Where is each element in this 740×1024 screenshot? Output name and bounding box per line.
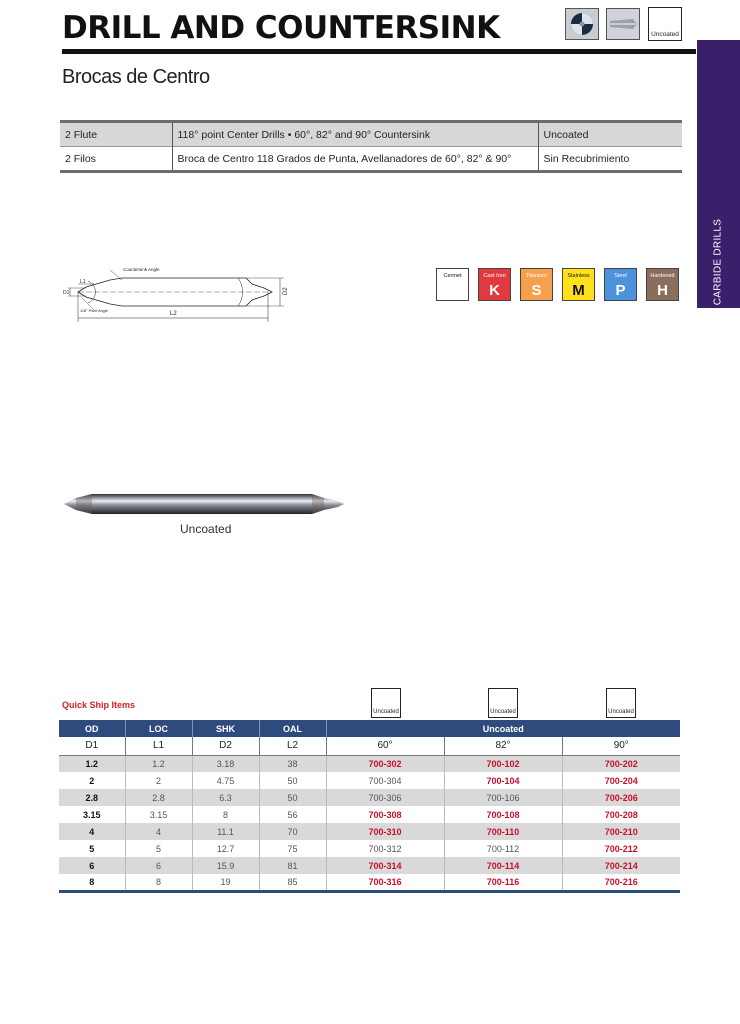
description-row <box>60 122 682 147</box>
edp-90-cell: 700-214 <box>562 857 680 874</box>
table-row <box>59 857 680 874</box>
oal-cell: 50 <box>259 772 326 789</box>
edp-60-cell: 700-304 <box>326 772 444 789</box>
subheader-90: 90° <box>562 737 680 755</box>
material-name: Titanium <box>526 273 547 279</box>
l2-label: L2 <box>170 311 177 317</box>
loc-cell: 4 <box>125 823 192 840</box>
oal-cell: 75 <box>259 840 326 857</box>
material-cast-iron <box>478 268 511 301</box>
subheader-l2: L2 <box>259 737 326 755</box>
material-steel <box>604 268 637 301</box>
material-titanium <box>520 268 553 301</box>
material-letter: K <box>489 281 500 299</box>
shk-cell: 12.7 <box>192 840 259 857</box>
tool-profile-icon <box>606 8 640 40</box>
countersink-angle-label: Countersink Angle <box>123 267 160 272</box>
edp-60-cell: 700-302 <box>326 755 444 772</box>
material-letter: S <box>531 281 542 299</box>
material-name: Hardened <box>650 273 675 279</box>
table-header-row <box>59 720 680 737</box>
material-name: Cermet <box>443 273 462 279</box>
coating-box: Uncoated <box>488 688 518 718</box>
edp-90-cell: 700-206 <box>562 789 680 806</box>
subheader-l1: L1 <box>125 737 192 755</box>
edp-82-cell: 700-110 <box>444 823 562 840</box>
desc-cell: 2 Filos <box>60 147 172 172</box>
edp-90-cell: 700-210 <box>562 823 680 840</box>
table-row <box>59 806 680 823</box>
subheader-82: 82° <box>444 737 562 755</box>
material-hardened <box>646 268 679 301</box>
edp-82-cell: 700-112 <box>444 840 562 857</box>
table-row <box>59 755 680 772</box>
od-cell: 8 <box>59 874 125 891</box>
loc-cell: 6 <box>125 857 192 874</box>
desc-cell: Uncoated <box>538 122 682 147</box>
edp-60-cell: 700-308 <box>326 806 444 823</box>
l1-label: L1 <box>80 279 86 285</box>
table-row <box>59 874 680 891</box>
edp-82-cell: 700-108 <box>444 806 562 823</box>
side-tab-label: CARBIDE DRILLS <box>712 218 724 306</box>
shk-cell: 11.1 <box>192 823 259 840</box>
oal-cell: 81 <box>259 857 326 874</box>
od-cell: 3.15 <box>59 806 125 823</box>
od-cell: 4 <box>59 823 125 840</box>
desc-cell: Sin Recubrimiento <box>538 147 682 172</box>
material-letter: H <box>657 281 668 299</box>
page-title: DRILL AND COUNTERSINK <box>62 10 500 46</box>
description-row <box>60 147 682 172</box>
table-row <box>59 789 680 806</box>
loc-cell: 2 <box>125 772 192 789</box>
edp-90-cell: 700-202 <box>562 755 680 772</box>
oal-cell: 85 <box>259 874 326 891</box>
point-angle-label: 118° Point Angle <box>80 309 108 313</box>
material-letter: M <box>572 281 585 299</box>
material-name: Stainless <box>567 273 590 279</box>
shk-cell: 3.18 <box>192 755 259 772</box>
header-oal: OAL <box>259 720 326 737</box>
oal-cell: 50 <box>259 789 326 806</box>
d2-label: D2 <box>283 287 289 295</box>
edp-82-cell: 700-102 <box>444 755 562 772</box>
header-coating: Uncoated <box>326 720 680 737</box>
od-cell: 1.2 <box>59 755 125 772</box>
edp-82-cell: 700-106 <box>444 789 562 806</box>
od-cell: 6 <box>59 857 125 874</box>
table-row <box>59 840 680 857</box>
coating-box: Uncoated <box>606 688 636 718</box>
shk-cell: 4.75 <box>192 772 259 789</box>
shk-cell: 19 <box>192 874 259 891</box>
coating-icon: Uncoated <box>648 7 682 41</box>
photo-caption: Uncoated <box>180 522 232 536</box>
table-row <box>59 823 680 840</box>
header-od: OD <box>59 720 125 737</box>
oal-cell: 70 <box>259 823 326 840</box>
table-row <box>59 772 680 789</box>
od-cell: 2 <box>59 772 125 789</box>
shk-cell: 15.9 <box>192 857 259 874</box>
header-loc: LOC <box>125 720 192 737</box>
oal-cell: 38 <box>259 755 326 772</box>
description-table <box>60 120 682 173</box>
material-name: Steel <box>614 273 627 279</box>
subheader-d1: D1 <box>59 737 125 755</box>
edp-90-cell: 700-208 <box>562 806 680 823</box>
material-cermet <box>436 268 469 301</box>
subheader-d2: D2 <box>192 737 259 755</box>
tool-photo <box>62 490 347 520</box>
desc-cell: Broca de Centro 118 Grados de Punta, Avellanadores de 60°, 82° & 90° <box>172 147 538 172</box>
edp-60-cell: 700-312 <box>326 840 444 857</box>
shk-cell: 8 <box>192 806 259 823</box>
edp-82-cell: 700-104 <box>444 772 562 789</box>
material-letter: P <box>615 281 626 299</box>
title-rule <box>62 49 696 54</box>
od-cell: 5 <box>59 840 125 857</box>
table-subheader-row <box>59 737 680 755</box>
shk-cell: 6.3 <box>192 789 259 806</box>
spec-table <box>59 720 680 893</box>
loc-cell: 5 <box>125 840 192 857</box>
edp-60-cell: 700-314 <box>326 857 444 874</box>
edp-90-cell: 700-212 <box>562 840 680 857</box>
oal-cell: 56 <box>259 806 326 823</box>
edp-90-cell: 700-204 <box>562 772 680 789</box>
coating-box: Uncoated <box>371 688 401 718</box>
edp-90-cell: 700-216 <box>562 874 680 891</box>
header-shk: SHK <box>192 720 259 737</box>
od-cell: 2.8 <box>59 789 125 806</box>
edp-60-cell: 700-316 <box>326 874 444 891</box>
material-stainless <box>562 268 595 301</box>
loc-cell: 3.15 <box>125 806 192 823</box>
loc-cell: 8 <box>125 874 192 891</box>
edp-60-cell: 700-306 <box>326 789 444 806</box>
table-body <box>59 755 680 891</box>
end-view-icon <box>565 8 599 40</box>
loc-cell: 1.2 <box>125 755 192 772</box>
desc-cell: 118° point Center Drills • 60°, 82° and 90° Countersink <box>172 122 538 147</box>
d1-label: D1 <box>63 290 70 296</box>
edp-60-cell: 700-310 <box>326 823 444 840</box>
technical-diagram <box>58 258 298 328</box>
quick-ship-label: Quick Ship Items <box>62 700 136 710</box>
edp-82-cell: 700-114 <box>444 857 562 874</box>
edp-82-cell: 700-116 <box>444 874 562 891</box>
page-subtitle: Brocas de Centro <box>62 66 210 88</box>
subheader-60: 60° <box>326 737 444 755</box>
loc-cell: 2.8 <box>125 789 192 806</box>
desc-cell: 2 Flute <box>60 122 172 147</box>
material-name: Cast Iron <box>483 273 506 279</box>
